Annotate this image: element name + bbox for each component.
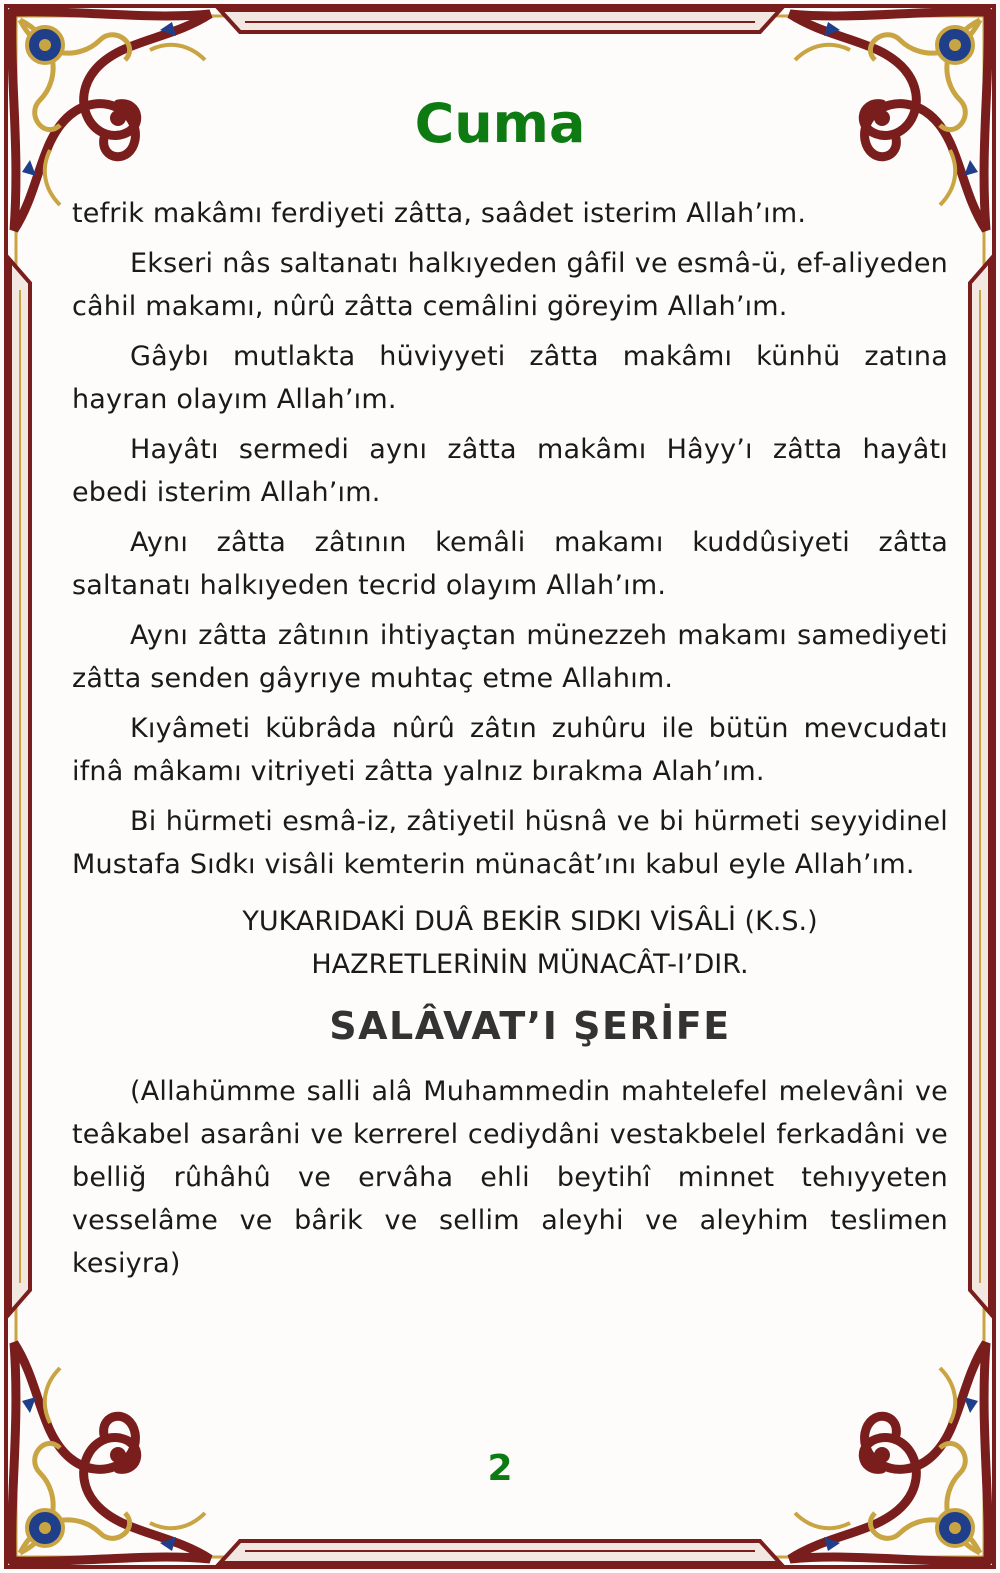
paragraph: Hayâtı sermedi aynı zâtta makâmı Hâyy’ı zâtta hayâtı ebedi isterim Allah’ım. [72, 434, 948, 508]
paragraph: Kıyâmeti kübrâda nûrû zâtın zuhûru ile bütün mevcudatı ifnâ mâkamı vitriyeti zâtta yalnız bırakma Alah’ım. [72, 713, 948, 787]
paragraph: Aynı zâtta zâtının kemâli makamı kuddûsiyeti zâtta saltanatı halkıyeden tecrid olayım Allah’ım. [72, 527, 948, 601]
page-title: Cuma [414, 92, 586, 155]
paragraph: Ekseri nâs saltanatı halkıyeden gâfil ve esmâ-ü, ef-aliyeden câhil makamı, nûrû zâtta cemâlini göreyim Allah’ım. [72, 248, 948, 322]
paragraph: tefrik makâmı ferdiyeti zâtta, saâdet isterim Allah’ım. [72, 198, 807, 229]
section-title: SALÂVAT’I ŞERİFE [329, 1004, 731, 1048]
salavat-paragraph: (Allahümme salli alâ Muhammedin mahtelefel melevâni ve teâkabel asarâni ve kerrerel cediydâni vestakbelel ferkadâni ve belliğ rûhâhû ve ervâha ehli beytihî minnet tehıyyeten vesselâme ve bârik ve sellim aleyhi ve aleyhim teslimen kesiyra) [72, 1076, 948, 1279]
attribution-line: HAZRETLERİNİN MÜNACÂT-I’DIR. [311, 949, 749, 980]
page-number: 2 [487, 1448, 513, 1489]
paragraph: Aynı zâtta zâtının ihtiyaçtan münezzeh makamı samediyeti zâtta senden gâyrıye muhtaç etme Allahım. [72, 620, 948, 694]
attribution [72, 900, 948, 986]
paragraph: Gâybı mutlakta hüviyyeti zâtta makâmı künhü zatına hayran olayım Allah’ım. [72, 341, 948, 415]
paragraph: Bi hürmeti esmâ-iz, zâtiyetil hüsnâ ve bi hürmeti seyyidinel Mustafa Sıdkı visâli kemterin münacât’ını kabul eyle Allah’ım. [72, 806, 948, 880]
page-content [72, 192, 948, 1292]
attribution-line: YUKARIDAKİ DUÂ BEKİR SIDKI VİSÂLİ (K.S.) [242, 906, 818, 937]
